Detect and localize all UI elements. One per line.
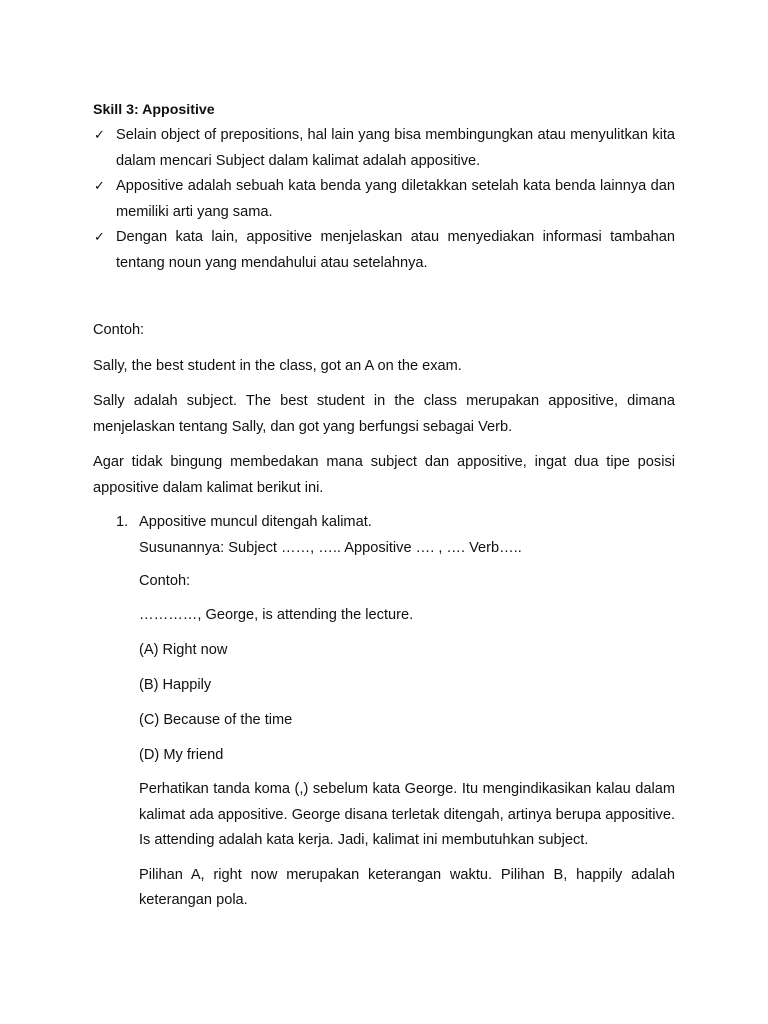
checklist-item-text: Dengan kata lain, appositive menjelaskan atau menyediakan informasi tambahan tentang noun yang mendahului atau setelahnya.: [116, 229, 675, 271]
item-structure: Susunannya: Subject ……, ….. Appositive …. , …. Verb…..: [139, 539, 522, 556]
checklist-item: [93, 123, 675, 174]
item-analysis: Perhatikan tanda koma (,) sebelum kata George. Itu mengindikasikan kalau dalam kalimat ada appositive. George disana terletak ditengah, artinya berupa appositive. Is attending adalah kata kerja. Jadi, kalimat ini membutuhkan subject.: [139, 781, 675, 848]
checklist-item: [93, 225, 675, 276]
example-explanation: Sally adalah subject. The best student in the class merupakan appositive, dimana menjelaskan tentang Sally, dan got yang berfungsi sebagai Verb.: [93, 393, 675, 435]
answer-option-b: (B) Happily: [139, 676, 212, 693]
document-page: [93, 100, 675, 914]
item-choices-note: Pilihan A, right now merupakan keterangan waktu. Pilihan B, happily adalah keterangan pola.: [139, 866, 675, 908]
checklist: [93, 123, 675, 276]
section-heading: Skill 3: Appositive: [93, 102, 215, 118]
positions-intro: Agar tidak bingung membedakan mana subject dan appositive, ingat dua tipe posisi appositive dalam kalimat berikut ini.: [93, 454, 675, 496]
numbered-item-1: [93, 510, 675, 914]
item-title: Appositive muncul ditengah kalimat.: [139, 514, 372, 530]
checkmark-icon: ✓: [94, 179, 105, 194]
item-example-label: Contoh:: [139, 573, 191, 589]
checkmark-icon: ✓: [94, 230, 105, 245]
answer-option-a: (A) Right now: [139, 641, 228, 658]
item-question: …………, George, is attending the lecture.: [139, 606, 414, 623]
checklist-item-text: Selain object of prepositions, hal lain yang bisa membingungkan atau menyulitkan kita dalam mencari Subject dalam kalimat adalah appositive.: [116, 127, 675, 169]
example-label: Contoh:: [93, 322, 145, 338]
checklist-item-text: Appositive adalah sebuah kata benda yang diletakkan setelah kata benda lainnya dan memiliki arti yang sama.: [116, 178, 675, 220]
checkmark-icon: ✓: [94, 128, 105, 143]
example-sentence: Sally, the best student in the class, got an A on the exam.: [93, 357, 462, 374]
answer-option-d: (D) My friend: [139, 746, 224, 763]
checklist-item: [93, 174, 675, 225]
answer-option-c: (C) Because of the time: [139, 711, 293, 728]
item-number: 1.: [116, 514, 129, 530]
